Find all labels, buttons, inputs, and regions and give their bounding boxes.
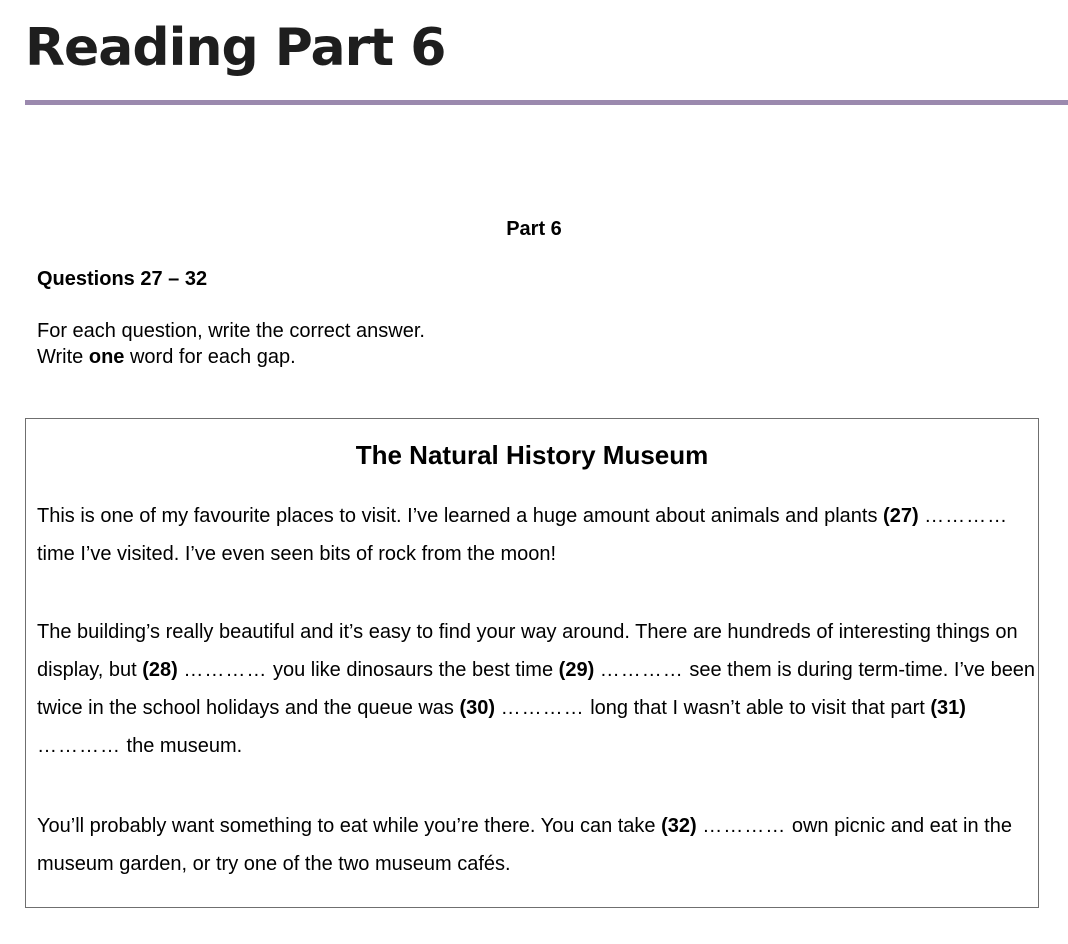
gap-32-blank: ………… bbox=[702, 815, 787, 837]
instruction-line-2 bbox=[37, 344, 425, 370]
instructions bbox=[37, 318, 425, 370]
instruction-text: Write bbox=[37, 346, 89, 368]
page-title: Reading Part 6 bbox=[25, 18, 446, 78]
passage-text: time I’ve visited. I’ve even seen bits of rock from the moon! bbox=[37, 543, 557, 565]
passage-text: long that I wasn’t able to visit that part bbox=[584, 697, 931, 719]
gap-31-number: (31) bbox=[930, 697, 966, 719]
part-label: Part 6 bbox=[506, 218, 562, 240]
gap-32-number: (32) bbox=[661, 815, 697, 837]
passage-box bbox=[25, 418, 1039, 908]
title-underline bbox=[25, 100, 1068, 105]
passage-text: The building’s really beautiful and it’s easy to find your way around. There are hundreds of interesting things on display, but bbox=[37, 621, 1018, 681]
instruction-emphasis: one bbox=[88, 346, 125, 368]
passage-text: You’ll probably want something to eat while you’re there. You can take bbox=[37, 815, 662, 837]
gap-30-number: (30) bbox=[459, 697, 496, 719]
questions-range: Questions 27 – 32 bbox=[37, 268, 208, 290]
instruction-line-1: For each question, write the correct answer. bbox=[37, 320, 425, 342]
instruction-text: word for each gap. bbox=[124, 346, 296, 368]
gap-28-blank: ………… bbox=[183, 659, 268, 681]
passage-paragraph-2 bbox=[37, 613, 1037, 765]
passage-title: The Natural History Museum bbox=[355, 440, 709, 470]
gap-30-blank: ………… bbox=[500, 697, 585, 719]
passage-text: see them is during term-time. I’ve been twice in the school holidays and the queue was bbox=[37, 659, 1036, 719]
gap-27-blank: ………… bbox=[924, 505, 1009, 527]
gap-29-number: (29) bbox=[558, 659, 595, 681]
gap-28-number: (28) bbox=[142, 659, 178, 681]
passage-text: own picnic and eat in the museum garden, or try one of the two museum cafés. bbox=[37, 815, 1012, 875]
gap-29-blank: ………… bbox=[599, 659, 684, 681]
passage-paragraph-1 bbox=[37, 497, 1037, 573]
passage-text: the museum. bbox=[121, 735, 243, 757]
gap-27-number: (27) bbox=[883, 505, 919, 527]
passage-paragraph-3 bbox=[37, 807, 1037, 883]
passage-text: you like dinosaurs the best time bbox=[267, 659, 559, 681]
passage-text: This is one of my favourite places to visit. I’ve learned a huge amount about animals and plants bbox=[37, 505, 884, 527]
gap-31-blank: ………… bbox=[37, 735, 121, 757]
